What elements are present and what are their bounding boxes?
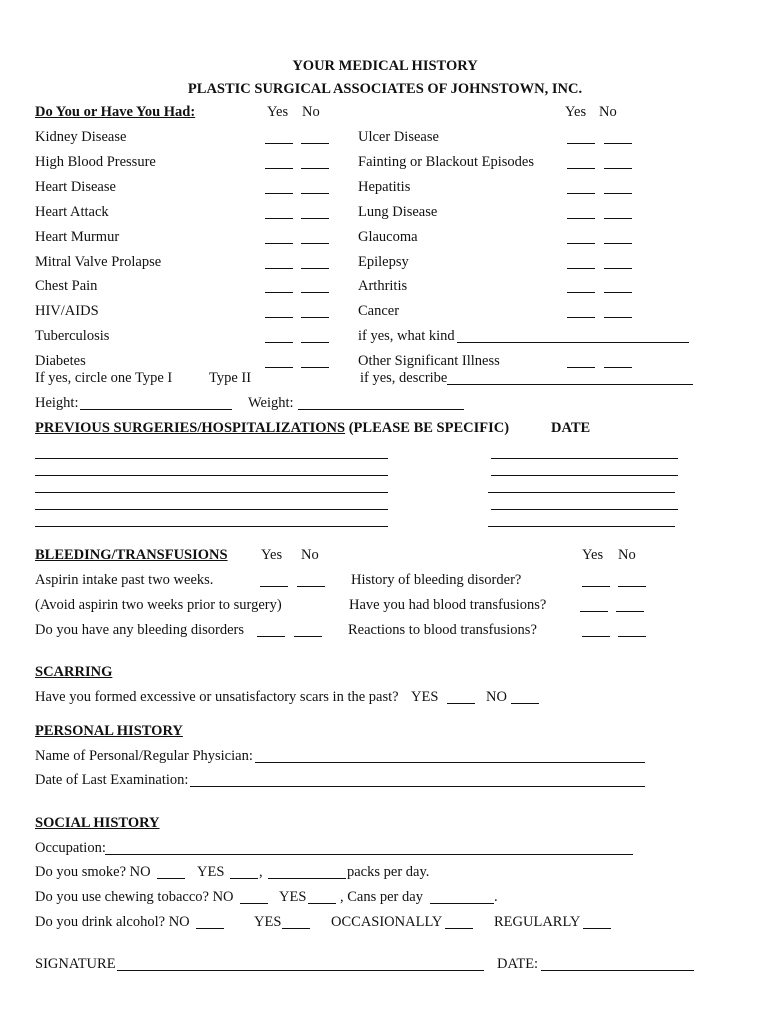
no-blank[interactable] <box>616 611 644 612</box>
cancer-kind-label: if yes, what kind <box>358 328 455 344</box>
chew-yes-label: YES <box>279 889 307 905</box>
scarring-heading: SCARRING <box>35 664 113 680</box>
surgery-date-line[interactable] <box>491 458 678 459</box>
signature-date-field[interactable] <box>541 970 694 971</box>
yes-blank[interactable] <box>265 168 293 169</box>
smoke-no-blank[interactable] <box>157 878 185 879</box>
alcohol-yes-blank[interactable] <box>282 928 310 929</box>
yes-blank[interactable] <box>265 317 293 318</box>
alcohol-question: Do you drink alcohol? NO <box>35 914 190 930</box>
surgery-date-line[interactable] <box>491 509 678 510</box>
no-blank[interactable] <box>297 586 325 587</box>
condition-label: Ulcer Disease <box>358 129 439 145</box>
illness-describe-label: if yes, describe <box>360 370 448 386</box>
bleeding-yes-label-left: Yes <box>261 547 283 563</box>
alcohol-regularly-label: REGULARLY <box>494 914 581 930</box>
yes-blank[interactable] <box>265 292 293 293</box>
cans-per-day-label: , Cans per day <box>340 889 423 905</box>
scarring-question: Have you formed excessive or unsatisfactory scars in the past? <box>35 689 399 705</box>
no-blank[interactable] <box>301 193 329 194</box>
bleeding-no-label-right: No <box>618 547 636 563</box>
cans-per-day-field[interactable] <box>430 903 494 904</box>
condition-label: Tuberculosis <box>35 328 110 344</box>
no-blank[interactable] <box>604 218 632 219</box>
yes-blank[interactable] <box>567 143 595 144</box>
yes-blank[interactable] <box>567 243 595 244</box>
scarring-no-blank[interactable] <box>511 703 539 704</box>
chewing-tobacco-question: Do you use chewing tobacco? NO <box>35 889 234 905</box>
bleeding-no-label-left: No <box>301 547 319 563</box>
bleeding-yes-label-right: Yes <box>582 547 604 563</box>
smoke-yes-blank[interactable] <box>230 878 258 879</box>
no-blank[interactable] <box>618 636 646 637</box>
no-blank[interactable] <box>604 367 632 368</box>
physician-label: Name of Personal/Regular Physician: <box>35 748 253 764</box>
surgery-line[interactable] <box>35 492 388 493</box>
weight-field[interactable] <box>298 409 464 410</box>
condition-label: HIV/AIDS <box>35 303 99 319</box>
alcohol-occasionally-blank[interactable] <box>445 928 473 929</box>
yes-blank[interactable] <box>260 586 288 587</box>
surgery-line[interactable] <box>35 475 388 476</box>
weight-label: Weight: <box>248 395 294 411</box>
diabetes-type-2[interactable]: Type II <box>209 370 252 386</box>
alcohol-yes-label: YES <box>254 914 282 930</box>
yes-blank[interactable] <box>567 292 595 293</box>
occupation-field[interactable] <box>105 854 633 855</box>
condition-label: Fainting or Blackout Episodes <box>358 154 534 170</box>
social-heading: SOCIAL HISTORY <box>35 815 160 831</box>
no-blank[interactable] <box>604 268 632 269</box>
illness-describe-field[interactable] <box>447 384 693 385</box>
height-label: Height: <box>35 395 79 411</box>
condition-label: Cancer <box>358 303 400 319</box>
surgeries-date-heading: DATE <box>551 420 591 436</box>
condition-label: Lung Disease <box>358 204 438 220</box>
condition-label: High Blood Pressure <box>35 154 156 170</box>
personal-heading: PERSONAL HISTORY <box>35 723 183 739</box>
exam-date-field[interactable] <box>190 786 645 787</box>
surgeries-note: (PLEASE BE SPECIFIC) <box>348 420 510 436</box>
no-blank[interactable] <box>604 168 632 169</box>
no-blank[interactable] <box>301 268 329 269</box>
yes-blank[interactable] <box>567 367 595 368</box>
surgery-date-line[interactable] <box>488 526 675 527</box>
yes-blank[interactable] <box>265 143 293 144</box>
bleeding-question: Reactions to blood transfusions? <box>348 622 537 638</box>
yes-blank[interactable] <box>265 342 293 343</box>
diabetes-type-prompt: If yes, circle one Type I <box>35 370 173 386</box>
condition-label: Heart Disease <box>35 179 116 195</box>
signature-label: SIGNATURE <box>35 956 116 972</box>
yes-blank[interactable] <box>567 317 595 318</box>
form-subtitle: PLASTIC SURGICAL ASSOCIATES OF JOHNSTOWN, INC. <box>187 81 583 97</box>
yes-blank[interactable] <box>265 193 293 194</box>
chew-no-blank[interactable] <box>240 903 268 904</box>
yes-blank[interactable] <box>567 218 595 219</box>
bleeding-question: Aspirin intake past two weeks. <box>35 572 214 588</box>
yes-blank[interactable] <box>567 168 595 169</box>
condition-label: Heart Attack <box>35 204 109 220</box>
scarring-yes-blank[interactable] <box>447 703 475 704</box>
alcohol-no-blank[interactable] <box>196 928 224 929</box>
no-blank[interactable] <box>604 243 632 244</box>
no-blank[interactable] <box>301 317 329 318</box>
condition-label: Kidney Disease <box>35 129 127 145</box>
no-blank[interactable] <box>301 168 329 169</box>
physician-field[interactable] <box>255 762 645 763</box>
yes-blank[interactable] <box>265 268 293 269</box>
surgery-line[interactable] <box>35 509 388 510</box>
packs-per-day-field[interactable] <box>268 878 346 879</box>
form-title: YOUR MEDICAL HISTORY <box>292 58 478 74</box>
scarring-yes-label: YES <box>411 689 439 705</box>
signature-field[interactable] <box>117 970 484 971</box>
surgeries-heading-text: PREVIOUS SURGERIES/HOSPITALIZATIONS <box>35 420 346 436</box>
scarring-no-label: NO <box>486 689 507 705</box>
history-no-label-right: No <box>599 104 617 120</box>
history-yes-label-right: Yes <box>565 104 587 120</box>
surgery-date-line[interactable] <box>491 475 678 476</box>
aspirin-note: (Avoid aspirin two weeks prior to surgery) <box>35 597 282 613</box>
bleeding-question: Have you had blood transfusions? <box>349 597 547 613</box>
yes-blank[interactable] <box>580 611 608 612</box>
smoke-comma: , <box>259 864 263 880</box>
surgery-date-line[interactable] <box>488 492 675 493</box>
yes-blank[interactable] <box>567 193 595 194</box>
condition-label: Chest Pain <box>35 278 98 294</box>
yes-blank[interactable] <box>265 243 293 244</box>
no-blank[interactable] <box>604 292 632 293</box>
bleeding-heading: BLEEDING/TRANSFUSIONS <box>35 547 228 563</box>
no-blank[interactable] <box>604 317 632 318</box>
no-blank[interactable] <box>604 143 632 144</box>
surgery-line[interactable] <box>35 458 388 459</box>
no-blank[interactable] <box>618 586 646 587</box>
yes-blank[interactable] <box>582 636 610 637</box>
history-no-label-left: No <box>302 104 320 120</box>
yes-blank[interactable] <box>265 218 293 219</box>
yes-blank[interactable] <box>567 268 595 269</box>
yes-blank[interactable] <box>257 636 285 637</box>
chew-yes-blank[interactable] <box>308 903 336 904</box>
no-blank[interactable] <box>301 218 329 219</box>
height-field[interactable] <box>80 409 232 410</box>
alcohol-occasionally-label: OCCASIONALLY <box>331 914 443 930</box>
alcohol-regularly-blank[interactable] <box>583 928 611 929</box>
no-blank[interactable] <box>301 292 329 293</box>
signature-date-label: DATE: <box>497 956 539 972</box>
condition-label: Epilepsy <box>358 254 409 270</box>
no-blank[interactable] <box>294 636 322 637</box>
condition-label: Mitral Valve Prolapse <box>35 254 162 270</box>
exam-date-label: Date of Last Examination: <box>35 772 189 788</box>
condition-label: Other Significant Illness <box>358 353 500 369</box>
smoke-question: Do you smoke? NO <box>35 864 151 880</box>
cancer-kind-field[interactable] <box>457 342 689 343</box>
no-blank[interactable] <box>301 342 329 343</box>
cans-period: . <box>494 889 498 905</box>
history-yes-label-left: Yes <box>267 104 289 120</box>
yes-blank[interactable] <box>582 586 610 587</box>
occupation-label: Occupation: <box>35 840 106 856</box>
condition-label: Heart Murmur <box>35 229 120 245</box>
bleeding-question: Do you have any bleeding disorders <box>35 622 244 638</box>
yes-blank[interactable] <box>265 367 293 368</box>
no-blank[interactable] <box>301 243 329 244</box>
bleeding-question: History of bleeding disorder? <box>351 572 522 588</box>
no-blank[interactable] <box>301 367 329 368</box>
surgery-line[interactable] <box>35 526 388 527</box>
condition-label: Glaucoma <box>358 229 418 245</box>
condition-label: Hepatitis <box>358 179 411 195</box>
history-heading: Do You or Have You Had: <box>35 104 196 120</box>
smoke-yes-label: YES <box>197 864 225 880</box>
condition-label: Diabetes <box>35 353 86 369</box>
no-blank[interactable] <box>301 143 329 144</box>
condition-label: Arthritis <box>358 278 408 294</box>
surgeries-heading <box>35 420 509 437</box>
packs-per-day-label: packs per day. <box>347 864 430 880</box>
no-blank[interactable] <box>604 193 632 194</box>
